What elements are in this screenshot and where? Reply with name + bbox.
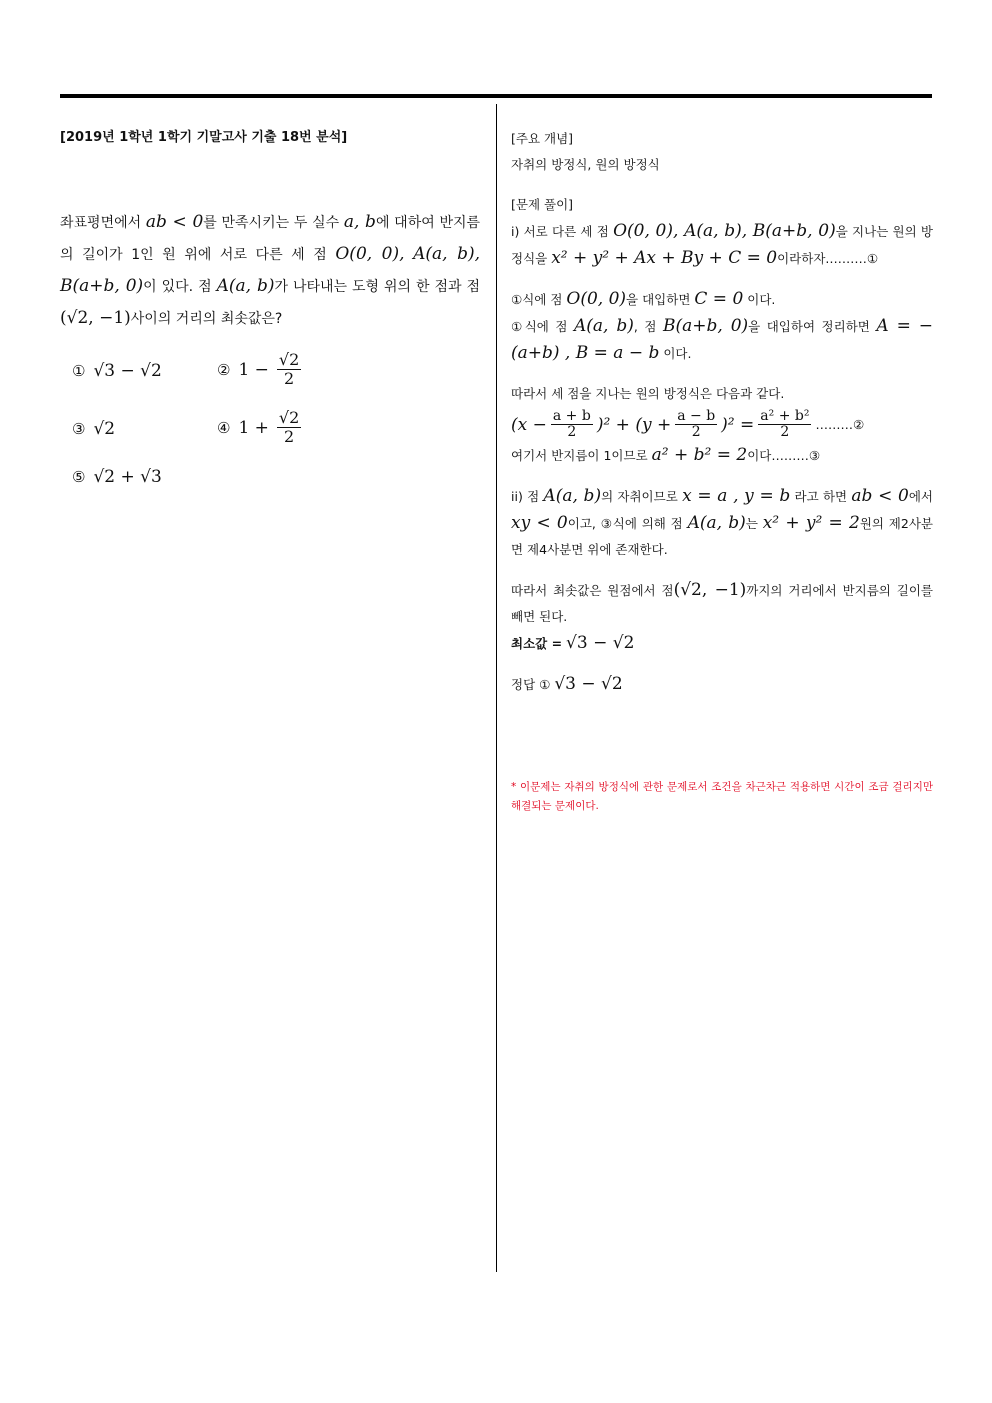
equation-intro: 따라서 세 점을 지나는 원의 방정식은 다음과 같다.	[511, 386, 785, 401]
step1: i) 서로 다른 세 점 O(0, 0), A(a, b), B(a+b, 0)을 지나는 원의 방정식을 x² + y² + Ax + By + C = 0이라하자.………①	[511, 221, 933, 268]
choice-marker: ④	[217, 418, 231, 437]
choice-2[interactable]	[217, 351, 301, 388]
choice-3[interactable]	[72, 419, 115, 439]
choice-value: √3 − √2	[93, 361, 162, 381]
choice-value: √2	[93, 419, 116, 439]
choice-value: √2 + √3	[93, 467, 162, 487]
minimum-value: 최소값 = √3 − √2	[511, 633, 635, 653]
choice-marker: ⑤	[72, 468, 86, 486]
math-point-a: A(a, b)	[216, 276, 275, 296]
math-three-points: O(0, 0), A(a, b), B(a+b, 0)	[613, 221, 836, 241]
problem-text-2: 를 만족시키는 두 실수	[203, 215, 340, 231]
circle-equation: (x − $\frac{a + b}{2}$ )² + (y + $\frac{a - b}{2}$ )² = $\frac{\text{a² + b²}}{2}$ ………②	[511, 408, 865, 440]
solve-header: [문제 풀이]	[511, 197, 574, 212]
math-circle-general: x² + y² + Ax + By + C = 0	[551, 248, 778, 268]
choice-marker: ①	[72, 362, 86, 380]
exam-title: [2019년 1학년 1학기 기말고사 기출 18번 분석]	[60, 130, 348, 145]
concept-header: [주요 개념]	[511, 131, 574, 146]
problem-text-6: 사이의 거리의 최솟값은?	[130, 311, 283, 327]
answer: 정답 ① √3 − √2	[511, 674, 623, 694]
substitution-a-b: ①식에 점 A(a, b), 점 B(a+b, 0)을 대입하여 정리하면 A = −(a+b) , B = a − b 이다.	[511, 316, 933, 363]
problem-text-4: 이 있다. 점	[143, 279, 212, 295]
substitution-o: ①식에 점 O(0, 0)을 대입하면 C = 0 이다.	[511, 289, 776, 309]
math-points-a-b: A(a, b), B(a+b, 0)	[60, 244, 481, 296]
problem-text-3: 에 대하여 반지름의 길이가 1인 원 위에 서로 다른 세 점	[60, 215, 481, 263]
problem-column	[60, 126, 480, 491]
problem-text-1: 좌표평면에서	[60, 215, 142, 231]
choice-value: 1 −	[238, 359, 269, 380]
step2: ii) 점 A(a, b)의 자취이므로 x = a , y = b 라고 하면 ab < 0에서 xy < 0이고, ③식에 의해 점 A(a, b)는 x² + y² = 2원의 제2사분면 제4사분면 위에 존재한다.	[511, 486, 933, 557]
radius-condition: 여기서 반지름이 1이므로 a² + b² = 2이다………③	[511, 445, 821, 465]
teacher-note: * 이문제는 자취의 방정식에 관한 문제로서 조건을 차근차근 적용하면 시간이 조금 걸리지만 해결되는 문제이다.	[511, 781, 933, 812]
problem-text-5: 가 나타내는 도형 위의 한 점과 점	[274, 279, 481, 295]
top-rule	[60, 94, 932, 98]
choice-marker: ②	[217, 360, 231, 379]
choice-1[interactable]	[72, 361, 162, 381]
answer-choices	[60, 351, 480, 491]
math-ab-lt-0: ab < 0	[145, 212, 204, 232]
math-a-b: a, b	[343, 212, 376, 232]
choice-fraction: $\frac{√2}{2}$	[278, 408, 300, 446]
concept-text: 자취의 방정식, 원의 방정식	[511, 157, 660, 172]
math-point-sqrt2: (√2, −1)	[60, 308, 131, 328]
choice-value: 1 +	[238, 417, 269, 438]
choice-5[interactable]	[72, 467, 162, 487]
column-divider	[496, 104, 497, 1272]
solution-column	[511, 126, 933, 816]
math-point-o: O(0, 0),	[335, 244, 405, 264]
choice-4[interactable]	[217, 409, 301, 446]
final-reasoning: 따라서 최솟값은 원점에서 점(√2, −1)까지의 거리에서 반지름의 길이를 빼면 된다.	[511, 580, 933, 624]
choice-fraction: $\frac{√2}{2}$	[278, 350, 300, 388]
problem-statement	[60, 207, 480, 335]
choice-marker: ③	[72, 420, 86, 438]
